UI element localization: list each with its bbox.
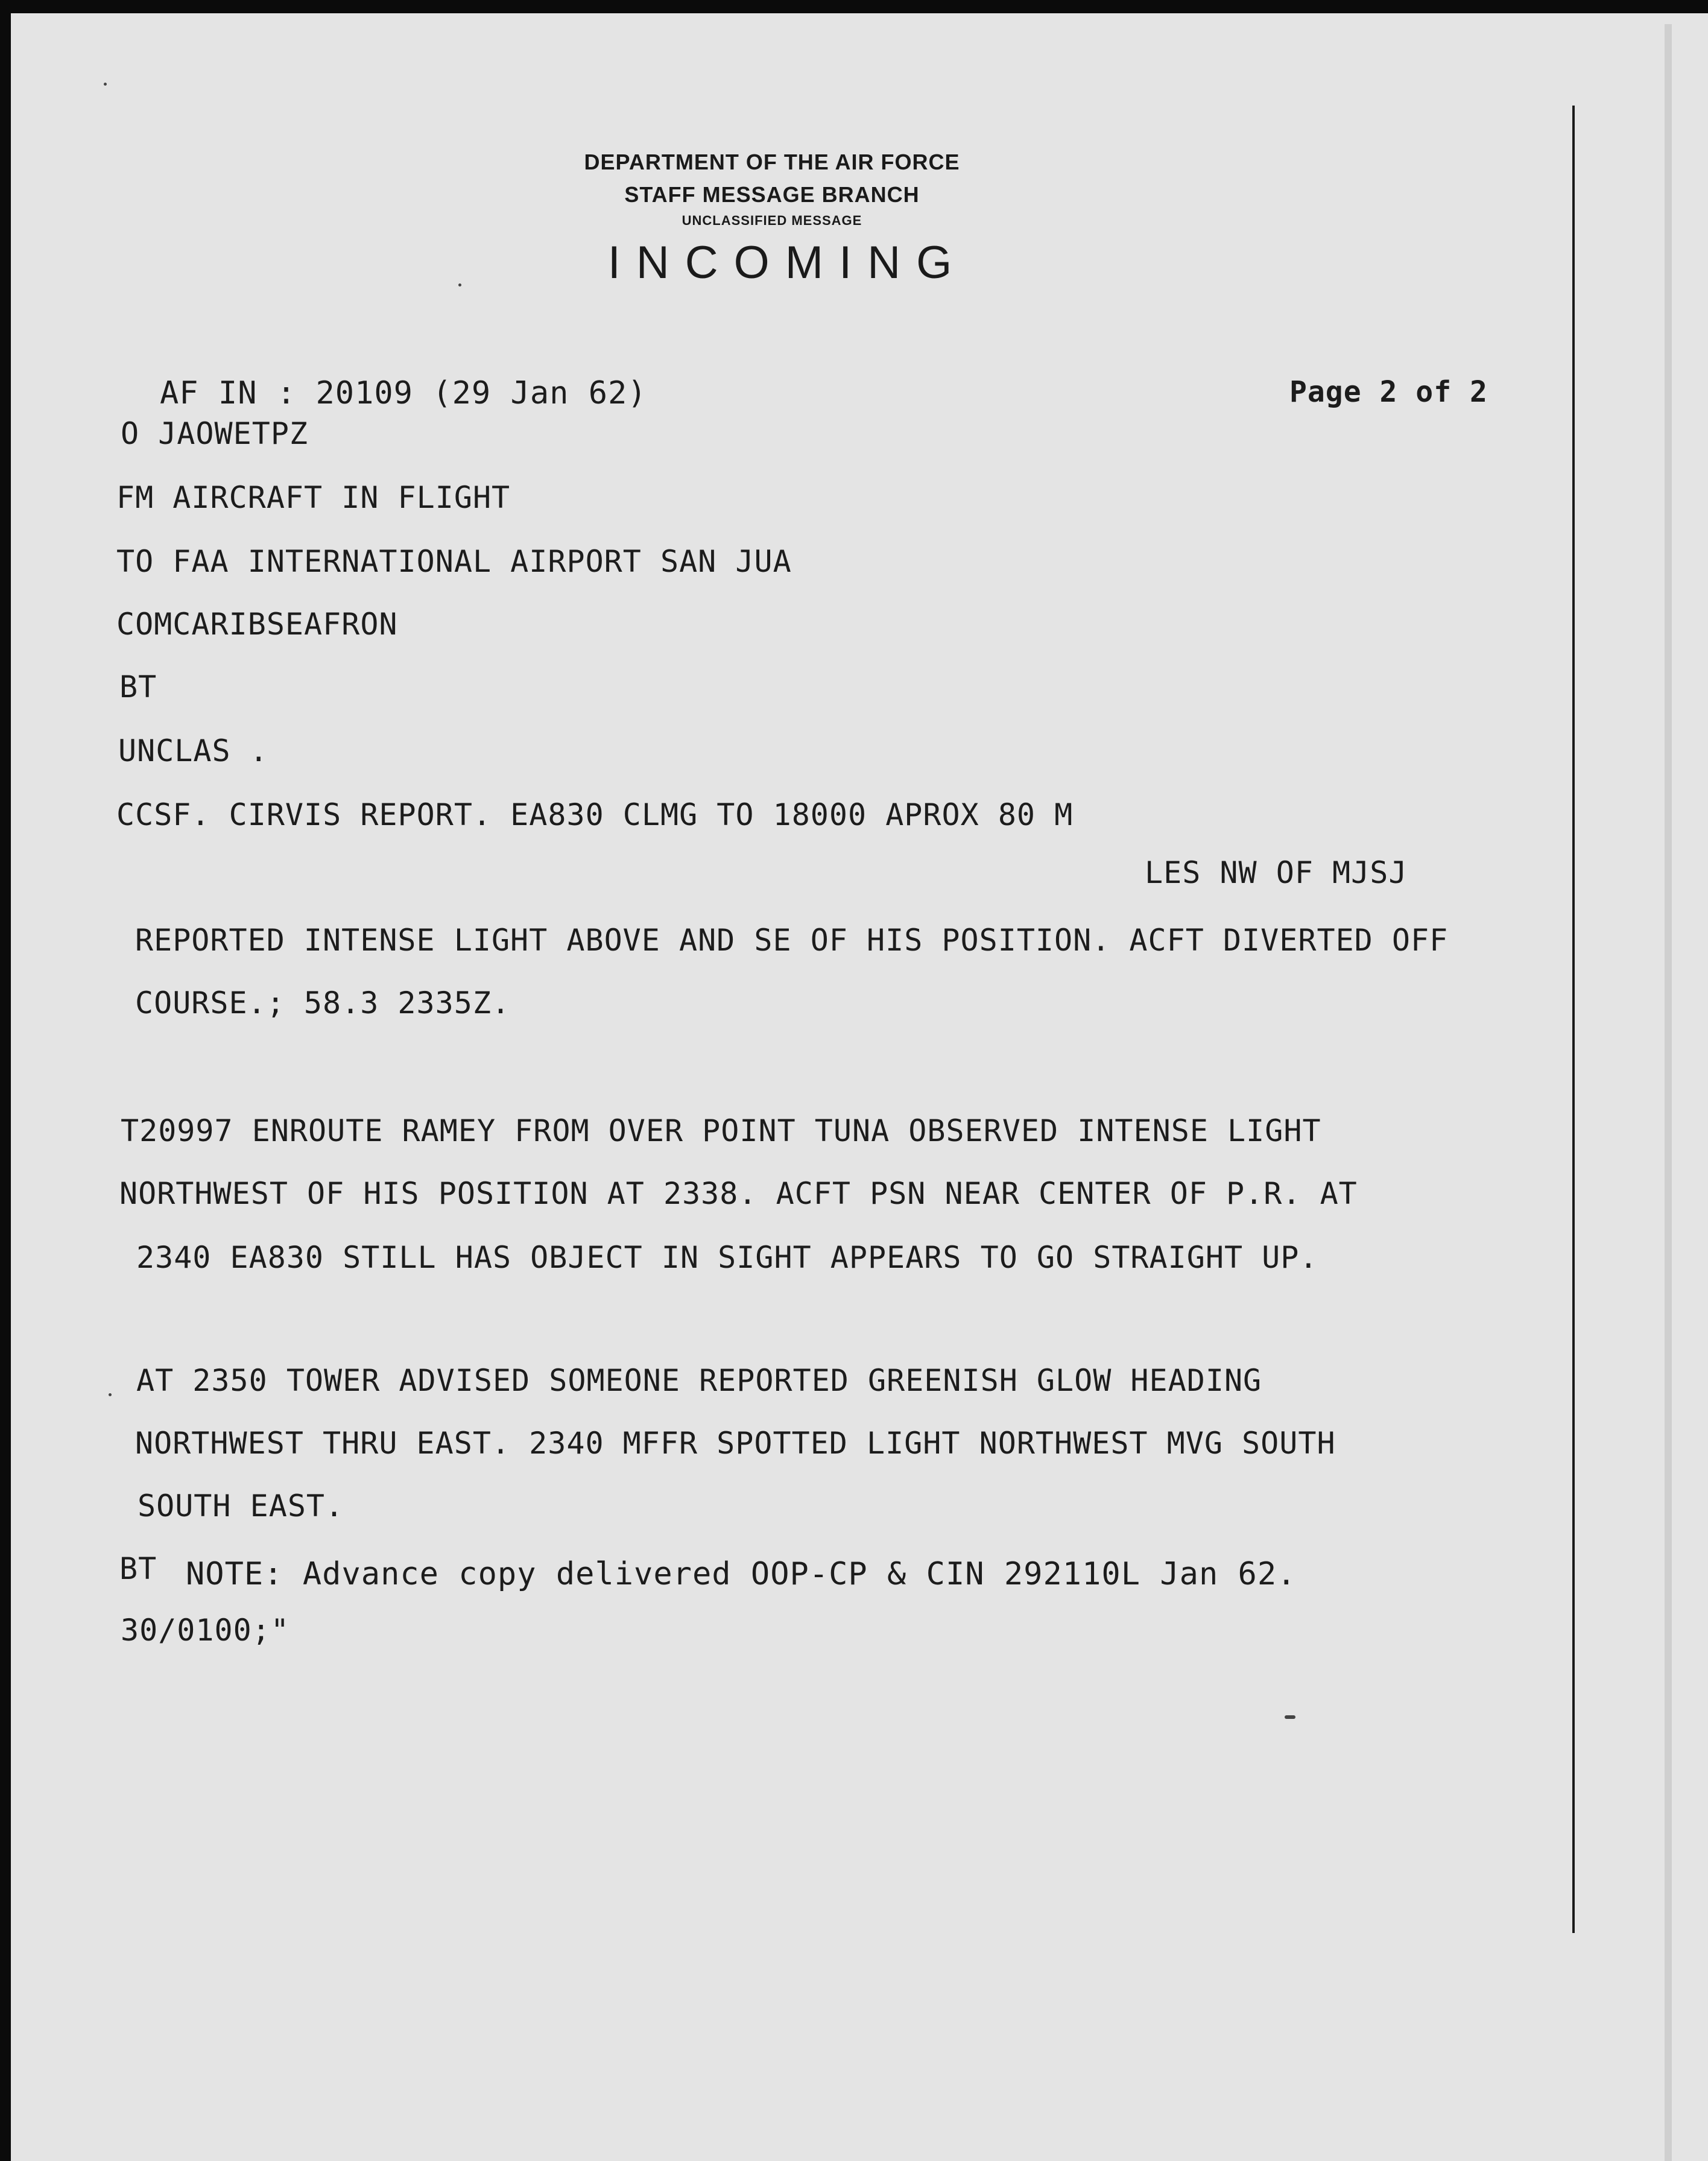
body-line: CCSF. CIRVIS REPORT. EA830 CLMG TO 18000 APROX 80 M	[116, 797, 1074, 832]
department-heading: DEPARTMENT OF THE AIR FORCE	[584, 150, 960, 174]
classification-line: UNCLAS .	[118, 733, 268, 768]
body-line: LES NW OF MJSJ	[1145, 855, 1408, 890]
page-edge	[1665, 24, 1672, 2161]
end-of-message-line: 30/0100;"	[121, 1613, 289, 1648]
to-line: TO FAA INTERNATIONAL AIRPORT SAN JUA	[116, 544, 792, 579]
body-line: NORTHWEST THRU EAST. 2340 MFFR SPOTTED LIGHT NORTHWEST MVG SOUTH	[135, 1426, 1336, 1461]
page-number: Page 2 of 2	[1289, 375, 1488, 409]
incoming-heading: INCOMING	[607, 237, 968, 288]
routing-line: O JAOWETPZ	[121, 416, 309, 451]
body-line: AT 2350 TOWER ADVISED SOMEONE REPORTED GREENISH GLOW HEADING	[136, 1363, 1262, 1398]
body-line: NORTHWEST OF HIS POSITION AT 2338. ACFT PSN NEAR CENTER OF P.R. AT	[119, 1176, 1358, 1211]
from-line: FM AIRCRAFT IN FLIGHT	[116, 480, 511, 515]
speck	[109, 1393, 112, 1396]
document-page	[11, 13, 1708, 2161]
message-reference: AF IN : 20109 (29 Jan 62)	[160, 375, 647, 411]
branch-heading: STAFF MESSAGE BRANCH	[624, 182, 920, 207]
body-line: REPORTED INTENSE LIGHT ABOVE AND SE OF HIS POSITION. ACFT DIVERTED OFF	[135, 923, 1449, 958]
speck	[104, 83, 107, 86]
speck	[458, 283, 461, 286]
margin-rule	[1572, 106, 1575, 1933]
body-line: SOUTH EAST.	[138, 1489, 344, 1523]
break-marker: BT	[119, 669, 157, 704]
advance-copy-note: NOTE: Advance copy delivered OOP-CP & CIN 292110L Jan 62.	[186, 1556, 1297, 1592]
info-addressee-line: COMCARIBSEAFRON	[116, 607, 398, 642]
body-line: T20997 ENROUTE RAMEY FROM OVER POINT TUNA OBSERVED INTENSE LIGHT	[121, 1113, 1321, 1148]
body-line: COURSE.; 58.3 2335Z.	[135, 986, 511, 1020]
classification-heading: UNCLASSIFIED MESSAGE	[682, 213, 862, 228]
speck	[1285, 1715, 1295, 1719]
body-line: 2340 EA830 STILL HAS OBJECT IN SIGHT APPEARS TO GO STRAIGHT UP.	[136, 1240, 1318, 1275]
break-marker: BT	[119, 1551, 157, 1586]
